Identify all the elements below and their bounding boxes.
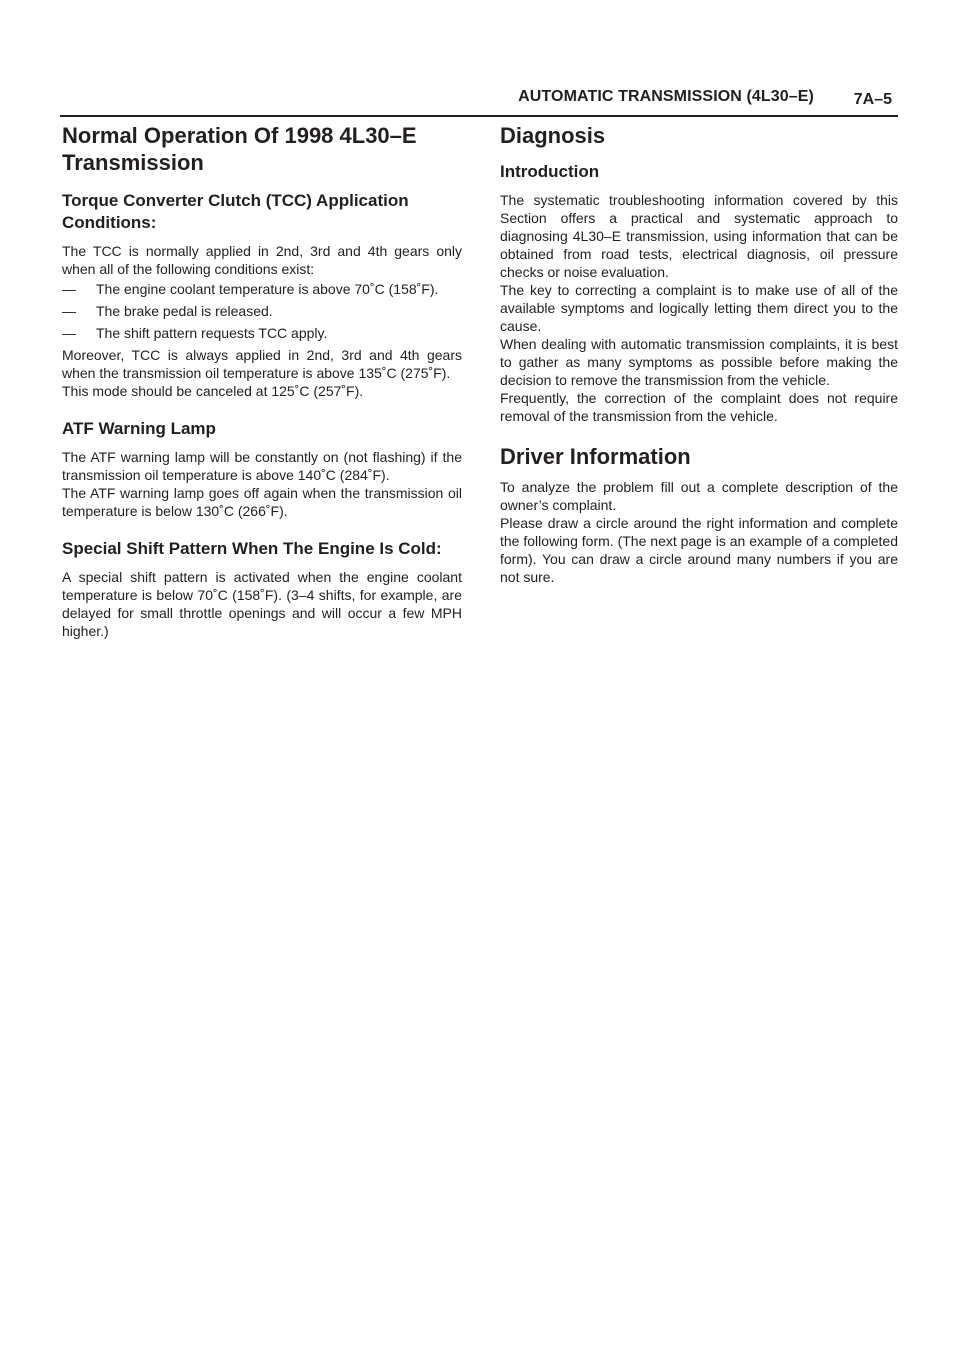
tcc-condition-text: The shift pattern requests TCC apply.	[96, 325, 328, 341]
intro-paragraph-4: Frequently, the correction of the complaint does not require removal of the transmission from the vehicle.	[500, 390, 898, 424]
intro-paragraph-3: When dealing with automatic transmission complaints, it is best to gather as many symptoms as possible before making the decision to remove the transmission from the vehicle.	[500, 336, 898, 388]
tcc-condition-text: The brake pedal is released.	[96, 303, 273, 319]
page-number: 7A–5	[853, 91, 892, 108]
cold-shift-paragraph: A special shift pattern is activated when the engine coolant temperature is below 70˚C (158˚F). (3–4 shifts, for example, are delayed for small throttle openings and will occur a few MPH higher.)	[62, 569, 462, 639]
heading-special-shift-pattern: Special Shift Pattern When The Engine Is Cold:	[62, 539, 442, 558]
header-title: AUTOMATIC TRANSMISSION (4L30–E)	[518, 88, 814, 105]
tcc-cancel-paragraph: This mode should be canceled at 125˚C (257˚F).	[62, 383, 364, 399]
driver-paragraph-1: To analyze the problem fill out a complete description of the owner’s complaint.	[500, 479, 898, 513]
dash-bullet: —	[62, 281, 76, 297]
atf-on-paragraph: The ATF warning lamp will be constantly on (not flashing) if the transmission oil temperature is above 140˚C (284˚F).	[62, 449, 462, 483]
left-column	[62, 122, 462, 640]
tcc-intro: The TCC is normally applied in 2nd, 3rd and 4th gears only when all of the following conditions exist:	[62, 243, 462, 277]
dash-bullet: —	[62, 325, 76, 341]
tcc-high-temp-paragraph: Moreover, TCC is always applied in 2nd, 3rd and 4th gears when the transmission oil temperature is above 135˚C (275˚F).	[62, 347, 462, 381]
right-column	[500, 122, 898, 586]
section-title-normal-operation: Normal Operation Of 1998 4L30–E Transmission	[62, 123, 417, 175]
atf-off-paragraph: The ATF warning lamp goes off again when the transmission oil temperature is below 130˚C (266˚F).	[62, 485, 462, 519]
tcc-condition-item	[62, 302, 462, 320]
heading-atf-warning-lamp: ATF Warning Lamp	[62, 419, 216, 438]
heading-tcc-conditions: Torque Converter Clutch (TCC) Application Conditions:	[62, 191, 409, 232]
header-rule	[60, 115, 898, 117]
intro-paragraph-1: The systematic troubleshooting information covered by this Section offers a practical and systematic approach to diagnosing 4L30–E transmission, using information that can be obtained from road tests, electrical diagnosis, oil pressure checks or noise evaluation.	[500, 192, 898, 280]
tcc-condition-item	[62, 324, 462, 342]
page-header	[60, 88, 898, 114]
dash-bullet: —	[62, 303, 76, 319]
tcc-condition-text: The engine coolant temperature is above 70˚C (158˚F).	[96, 281, 439, 297]
tcc-condition-item	[62, 280, 462, 298]
driver-paragraph-2: Please draw a circle around the right information and complete the following form. (The next page is an example of a completed form). You can draw a circle around many numbers if you are not sure.	[500, 515, 898, 585]
heading-introduction: Introduction	[500, 162, 600, 181]
intro-paragraph-2: The key to correcting a complaint is to make use of all of the available symptoms and logically letting them direct you to the cause.	[500, 282, 898, 334]
section-title-driver-information: Driver Information	[500, 444, 691, 469]
section-title-diagnosis: Diagnosis	[500, 123, 606, 148]
